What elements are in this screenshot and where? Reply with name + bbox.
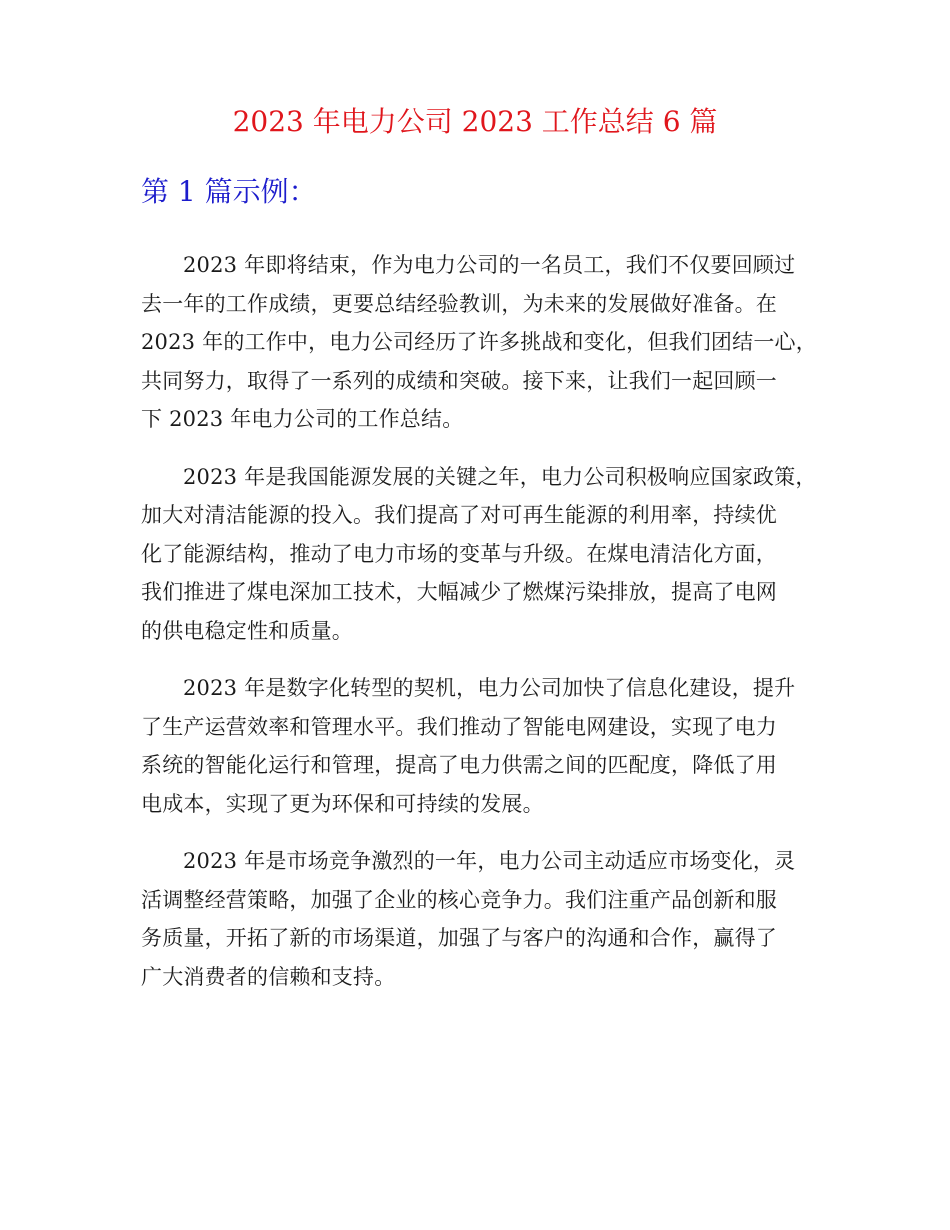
paragraph-line: 广大消费者的信赖和支持。 [141,964,396,989]
paragraph [141,246,841,439]
paragraph-line: 了生产运营效率和管理水平。我们推动了智能电网建设，实现了电力 [141,714,777,739]
paragraph-line: 2023 年是数字化转型的契机，电力公司加快了信息化建设，提升 [183,676,796,700]
body-text [141,246,841,1015]
paragraph-line: 务质量，开拓了新的市场渠道，加强了与客户的沟通和合作，赢得了 [141,926,777,950]
document-title: 2023 年电力公司 2023 工作总结 6 篇 [232,105,718,138]
paragraph-line: 系统的智能化运行和管理，提高了电力供需之间的匹配度，降低了用 [141,753,777,777]
paragraph-line: 2023 年即将结束，作为电力公司的一名员工，我们不仅要回顾过 [183,253,796,277]
paragraph-line: 的供电稳定性和质量。 [141,618,353,643]
paragraph-line: 化了能源结构，推动了电力市场的变革与升级。在煤电清洁化方面， [141,541,777,566]
paragraph-line: 加大对清洁能源的投入。我们提高了对可再生能源的利用率，持续优 [141,503,777,527]
paragraph-line: 电成本，实现了更为环保和可持续的发展。 [141,791,544,816]
section-heading: 第 1 篇示例： [141,175,317,208]
paragraph-line: 2023 年的工作中，电力公司经历了许多挑战和变化，但我们团结一心， [141,330,817,354]
paragraph-line: 2023 年是我国能源发展的关键之年，电力公司积极响应国家政策， [183,464,817,489]
paragraph [141,669,841,823]
paragraph [141,842,841,996]
paragraph-line: 共同努力，取得了一系列的成绩和突破。接下来，让我们一起回顾一 [141,368,777,393]
paragraph-line: 2023 年是市场竞争激烈的一年，电力公司主动适应市场变化，灵 [183,849,796,873]
paragraph-line: 活调整经营策略，加强了企业的核心竞争力。我们注重产品创新和服 [141,887,777,912]
paragraph-line: 下 2023 年电力公司的工作总结。 [141,407,464,431]
paragraph-line: 去一年的工作成绩，更要总结经验教训，为未来的发展做好准备。在 [141,291,777,316]
paragraph-line: 我们推进了煤电深加工技术，大幅减少了燃煤污染排放，提高了电网 [141,580,777,604]
paragraph [141,458,841,651]
